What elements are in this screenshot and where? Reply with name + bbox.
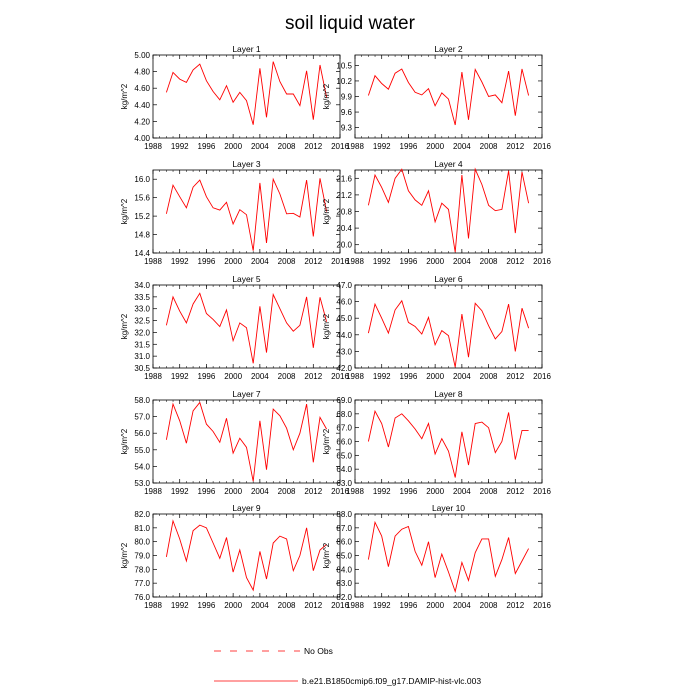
y-tick-label: 76.0 [134,593,150,602]
x-tick-label: 2008 [479,601,498,610]
plot-frame [153,170,340,253]
x-tick-label: 2004 [250,142,269,151]
x-tick-label: 2012 [304,487,323,496]
x-tick-label: 2008 [479,487,498,496]
y-tick-label: 10.2 [336,76,352,86]
y-tick-label: 53.0 [134,479,150,488]
series-line [166,403,326,482]
y-tick-label: 4.00 [134,134,150,143]
x-tick-label: 2008 [277,601,296,610]
y-tick-label: 77.0 [134,579,150,589]
x-tick-label: 2004 [452,601,471,610]
y-tick-label: 34.0 [134,281,150,290]
x-tick-label: 2016 [533,487,551,496]
y-tick-label: 64.0 [336,465,352,475]
x-tick-label: 1988 [144,142,162,151]
series-line [166,62,326,125]
x-tick-label: 1996 [399,601,418,610]
x-tick-label: 1988 [144,257,162,266]
x-tick-label: 1996 [197,372,216,381]
series-line [166,293,326,363]
y-tick-label: 79.0 [134,551,150,561]
panel-layer-6 [322,274,551,381]
plot-frame [355,55,542,138]
plot-frame [355,400,542,483]
y-tick-label: 33.0 [134,304,150,314]
y-tick-label: 9.9 [340,92,352,102]
y-tick-label: 43.0 [336,347,352,357]
series-line [166,521,326,590]
x-tick-label: 2016 [331,487,349,496]
y-tick-label: 31.0 [134,352,150,362]
panel-title: Layer 6 [434,274,463,284]
x-tick-label: 1988 [346,372,364,381]
x-tick-label: 2012 [506,142,525,151]
y-tick-label: 54.0 [134,462,150,472]
y-axis-label: kg/m^2 [322,428,331,455]
panel-title: Layer 4 [434,159,463,169]
x-tick-label: 2016 [533,142,551,151]
x-tick-label: 2012 [304,257,323,266]
y-tick-label: 63.0 [336,479,352,488]
panel-layer-1 [120,44,349,151]
x-tick-label: 2000 [224,601,243,610]
legend-label-run: b.e21.B1850cmip6.f09_g17.DAMIP-hist-vlc.003 [302,676,482,686]
y-tick-label: 33.5 [134,292,150,302]
plot-frame [153,285,340,368]
x-tick-label: 1996 [197,487,216,496]
y-tick-label: 69.0 [336,396,352,405]
y-tick-label: 47.0 [336,281,352,290]
panels [120,44,551,610]
x-tick-label: 1996 [197,257,216,266]
x-tick-label: 2000 [426,601,445,610]
figure-title: soil liquid water [285,13,415,34]
x-tick-label: 1992 [170,487,189,496]
series-line [166,178,326,250]
x-tick-label: 2016 [331,601,349,610]
y-tick-label: 82.0 [134,510,150,519]
x-tick-label: 1988 [346,601,364,610]
panel-title: Layer 7 [232,389,261,399]
panel-title: Layer 10 [431,503,466,513]
x-tick-label: 2008 [479,257,498,266]
x-tick-label: 1988 [346,257,364,266]
x-tick-label: 2000 [426,142,445,151]
y-tick-label: 68.0 [336,409,352,419]
x-tick-label: 1996 [399,257,418,266]
x-tick-label: 2016 [533,257,551,266]
x-tick-label: 2004 [250,487,269,496]
y-tick-label: 83.0 [336,579,352,589]
x-tick-label: 2016 [533,601,551,610]
x-tick-label: 1992 [170,372,189,381]
x-tick-label: 1996 [399,142,418,151]
series-line [368,411,528,477]
x-tick-label: 2000 [224,142,243,151]
y-tick-label: 4.80 [134,67,150,77]
x-tick-label: 2016 [331,142,349,151]
x-tick-label: 2004 [452,257,471,266]
x-tick-label: 2012 [506,372,525,381]
y-axis-label: kg/m^2 [322,542,331,569]
y-tick-label: 56.0 [134,429,150,439]
y-tick-label: 44.0 [336,330,352,340]
x-tick-label: 2000 [224,257,243,266]
y-tick-label: 82.0 [336,593,352,602]
y-axis-label: kg/m^2 [322,83,331,110]
x-tick-label: 1992 [372,601,391,610]
panel-layer-5 [120,274,349,381]
x-tick-label: 1992 [372,142,391,151]
y-tick-label: 15.2 [134,212,150,222]
y-axis-label: kg/m^2 [120,428,129,455]
x-tick-label: 2004 [250,257,269,266]
x-tick-label: 1992 [372,487,391,496]
y-axis-label: kg/m^2 [120,198,129,225]
y-tick-label: 20.0 [336,240,352,250]
y-tick-label: 4.20 [134,117,150,127]
x-tick-label: 2012 [304,372,323,381]
y-tick-label: 66.0 [336,437,352,447]
x-tick-label: 2000 [224,487,243,496]
y-tick-label: 81.0 [134,523,150,533]
y-axis-label: kg/m^2 [120,313,129,340]
plot-frame [355,285,542,368]
series-line [368,169,528,252]
panel-layer-9 [120,503,349,610]
panel-title: Layer 2 [434,44,463,54]
y-tick-label: 42.0 [336,364,352,373]
y-tick-label: 9.6 [340,108,352,118]
y-tick-label: 4.60 [134,84,150,94]
x-tick-label: 1992 [170,257,189,266]
x-tick-label: 2012 [304,601,323,610]
x-tick-label: 1988 [144,601,162,610]
legend-label-no-obs: No Obs [304,646,333,656]
y-tick-label: 80.0 [134,537,150,547]
x-tick-label: 1992 [372,372,391,381]
y-tick-label: 14.8 [134,230,150,240]
x-tick-label: 2008 [277,142,296,151]
x-tick-label: 2004 [452,487,471,496]
x-tick-label: 2008 [479,372,498,381]
x-tick-label: 1988 [144,372,162,381]
y-tick-label: 58.0 [134,396,150,405]
x-tick-label: 1988 [346,142,364,151]
y-tick-label: 15.6 [134,193,150,203]
y-tick-label: 21.6 [336,174,352,184]
x-tick-label: 1988 [144,487,162,496]
y-tick-label: 86.0 [336,537,352,547]
x-tick-label: 2004 [250,372,269,381]
x-tick-label: 2008 [277,487,296,496]
y-axis-label: kg/m^2 [120,542,129,569]
y-tick-label: 20.4 [336,224,352,234]
plot-frame [153,55,340,138]
x-tick-label: 1988 [346,487,364,496]
y-tick-label: 46.0 [336,297,352,307]
y-tick-label: 32.0 [134,328,150,338]
panel-layer-3 [120,159,349,266]
y-axis-label: kg/m^2 [120,83,129,110]
y-axis-label: kg/m^2 [322,313,331,340]
panel-layer-10 [322,503,551,610]
y-tick-label: 31.5 [134,340,150,350]
y-tick-label: 5.00 [134,51,150,60]
x-tick-label: 1996 [399,372,418,381]
x-tick-label: 2012 [506,487,525,496]
panel-title: Layer 5 [232,274,261,284]
x-tick-label: 2004 [250,601,269,610]
y-tick-label: 10.5 [336,61,352,71]
plot-frame [153,400,340,483]
x-tick-label: 2016 [331,257,349,266]
x-tick-label: 2000 [426,372,445,381]
x-tick-label: 1996 [197,142,216,151]
y-tick-label: 84.0 [336,565,352,575]
panel-title: Layer 8 [434,389,463,399]
series-line [368,301,528,367]
y-tick-label: 88.0 [336,510,352,519]
y-tick-label: 55.0 [134,445,150,455]
x-tick-label: 2016 [533,372,551,381]
y-tick-label: 9.3 [340,123,352,133]
y-tick-label: 65.0 [336,451,352,461]
x-tick-label: 2012 [506,601,525,610]
y-tick-label: 85.0 [336,551,352,561]
x-tick-label: 2000 [224,372,243,381]
x-tick-label: 1992 [372,257,391,266]
series-line [368,69,528,125]
panel-title: Layer 3 [232,159,261,169]
panel-layer-7 [120,389,349,496]
y-tick-label: 57.0 [134,412,150,422]
x-tick-label: 1996 [197,601,216,610]
x-tick-label: 2008 [277,257,296,266]
y-tick-label: 30.5 [134,364,150,373]
x-tick-label: 2004 [452,142,471,151]
y-tick-label: 78.0 [134,565,150,575]
panel-layer-8 [322,389,551,496]
panel-layer-2 [322,44,551,151]
x-tick-label: 2000 [426,487,445,496]
x-tick-label: 2012 [304,142,323,151]
panel-layer-4 [322,159,551,266]
x-tick-label: 2016 [331,372,349,381]
y-tick-label: 67.0 [336,423,352,433]
x-tick-label: 2008 [277,372,296,381]
x-tick-label: 1996 [399,487,418,496]
x-tick-label: 2012 [506,257,525,266]
y-tick-label: 87.0 [336,523,352,533]
panel-title: Layer 1 [232,44,261,54]
x-tick-label: 2008 [479,142,498,151]
y-tick-label: 20.8 [336,207,352,217]
y-tick-label: 45.0 [336,314,352,324]
y-tick-label: 32.5 [134,316,150,326]
plot-frame [355,514,542,597]
y-axis-label: kg/m^2 [322,198,331,225]
y-tick-label: 16.0 [134,175,150,185]
y-tick-label: 4.40 [134,100,150,110]
plot-frame [153,514,340,597]
panel-title: Layer 9 [232,503,261,513]
series-line [368,522,528,591]
legend [214,646,481,686]
x-tick-label: 2000 [426,257,445,266]
y-tick-label: 14.4 [134,249,150,258]
y-tick-label: 21.2 [336,190,352,200]
x-tick-label: 1992 [170,601,189,610]
x-tick-label: 2004 [452,372,471,381]
x-tick-label: 1992 [170,142,189,151]
